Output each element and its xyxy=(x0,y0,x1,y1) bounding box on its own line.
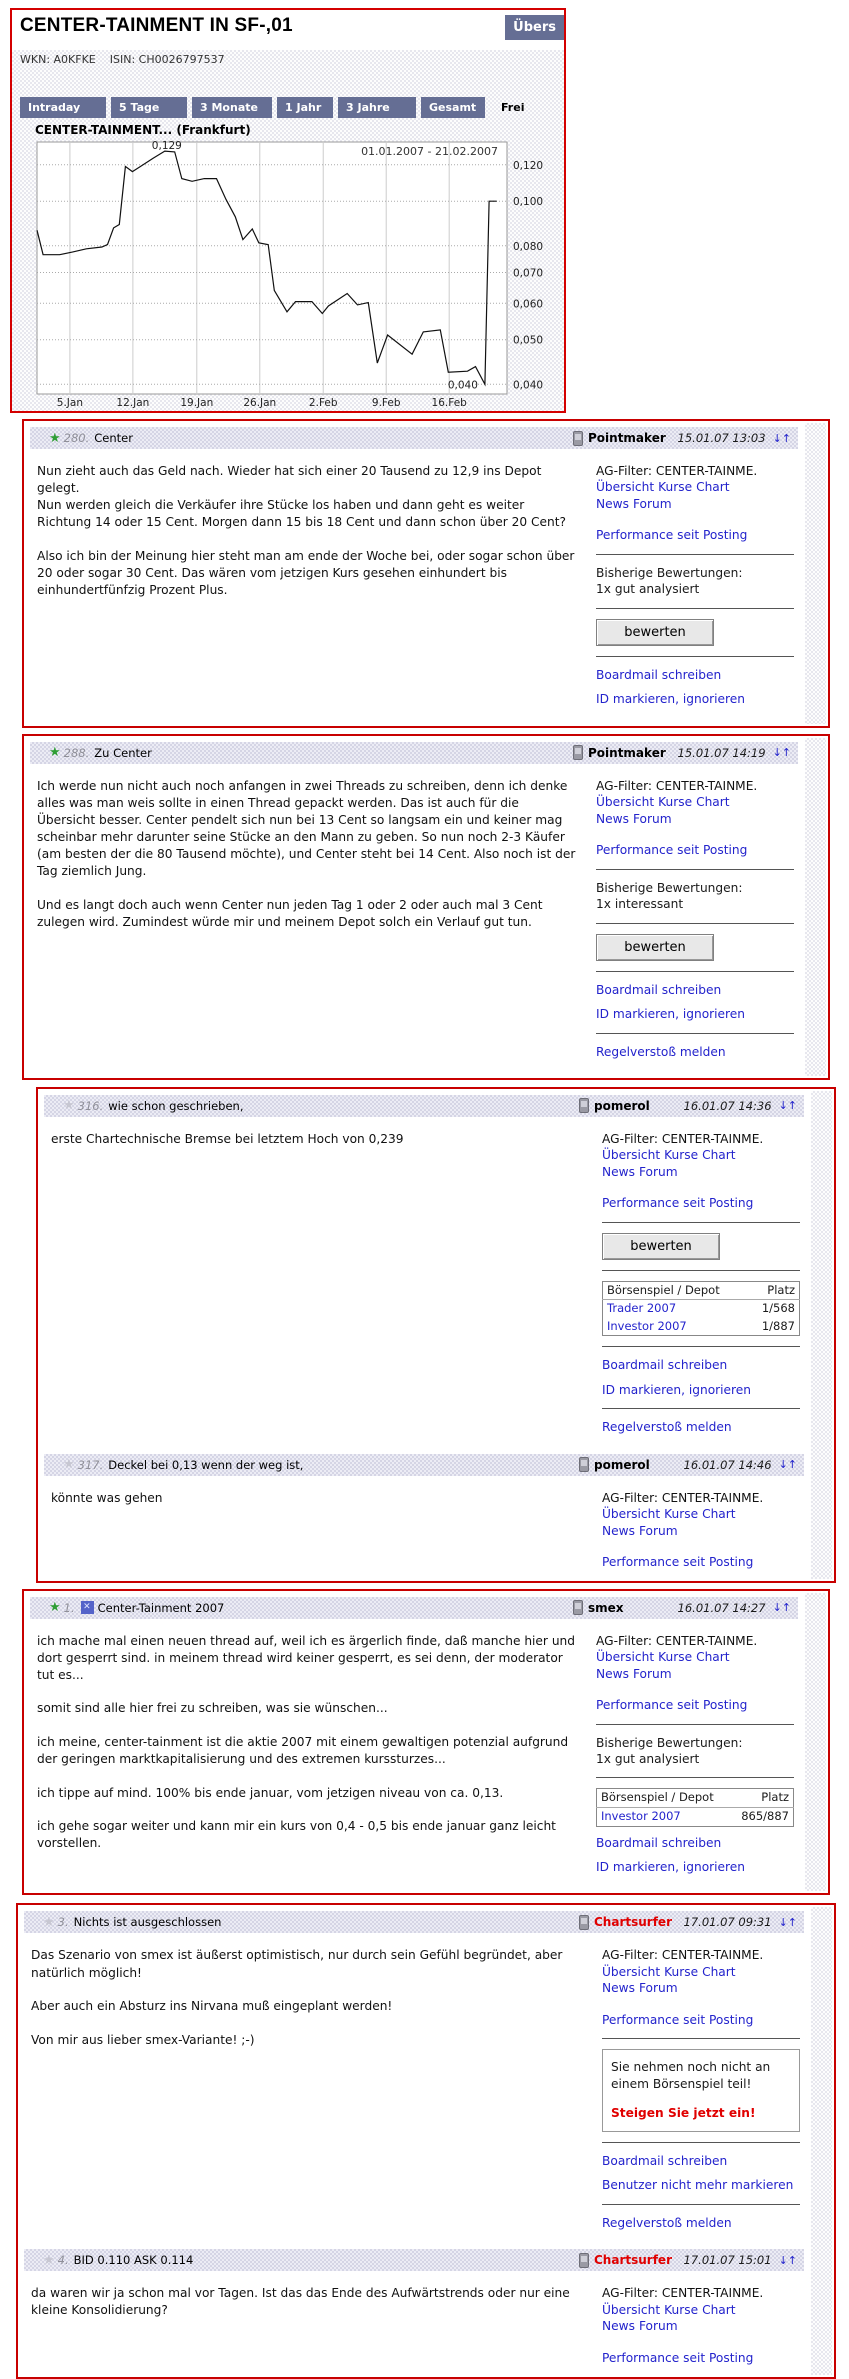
post-meta xyxy=(573,745,791,760)
performance-link[interactable]: Performance seit Posting xyxy=(596,1698,748,1713)
post-content xyxy=(18,1933,834,2247)
game-rank: 865/887 xyxy=(741,1809,789,1823)
isin-value: ISIN: CH0026797537 xyxy=(109,53,225,66)
post-number: 316. xyxy=(77,1098,104,1113)
bewerten-button[interactable]: bewerten xyxy=(596,619,714,646)
username-link[interactable]: Chartsurfer xyxy=(594,2253,672,2268)
paragraph: Nun werden gleich die Verkäufer ihre Stücke los haben und dann geht es weiter Richtung 14 oder 15 Cent. Morgen dann 15 bis 18 Cent und dann schon über 20 Cent? xyxy=(37,498,566,530)
post-title: Center-Tainment 2007 xyxy=(97,1600,225,1615)
news-forum-links xyxy=(602,2318,800,2334)
thread-x-icon xyxy=(81,1601,94,1614)
post-date: 16.01.07 14:27 xyxy=(677,1600,766,1615)
forum-link[interactable]: Forum xyxy=(632,1666,672,1681)
chart-title-row xyxy=(12,10,564,50)
forum-link[interactable]: Forum xyxy=(632,811,672,826)
post-meta xyxy=(579,1915,797,1930)
kurse-link[interactable]: Kurse xyxy=(664,2302,699,2317)
id-mark-link[interactable]: ID markieren, ignorieren xyxy=(596,692,746,707)
id-mark-link[interactable]: ID markieren, ignorieren xyxy=(602,1382,752,1397)
page-edge-strip xyxy=(805,423,826,724)
svg-text:0,060: 0,060 xyxy=(513,298,544,311)
report-link[interactable]: Regelverstoß melden xyxy=(602,2215,732,2230)
join-now-link[interactable]: Steigen Sie jetzt ein! xyxy=(611,2106,756,2121)
user-icon xyxy=(579,1457,589,1472)
no-boersenspiel-notice xyxy=(602,2049,800,2131)
svg-text:0,129: 0,129 xyxy=(151,140,182,152)
post-date: 15.01.07 13:03 xyxy=(677,431,766,445)
post-body xyxy=(37,1633,596,1884)
news-link[interactable]: News xyxy=(602,1523,635,1538)
spacer xyxy=(12,70,564,97)
forum-link[interactable]: Forum xyxy=(632,496,672,511)
post-meta xyxy=(573,431,791,446)
bewerten-button[interactable]: bewerten xyxy=(602,1233,720,1260)
news-forum-links xyxy=(596,1666,794,1682)
post-title: Deckel bei 0,13 wenn der weg ist, xyxy=(108,1457,304,1472)
instrument-links xyxy=(602,1147,800,1163)
post-title: BID 0.110 ASK 0.114 xyxy=(73,2253,194,2268)
instrument-links xyxy=(596,794,794,810)
post-date: 15.01.07 14:19 xyxy=(677,745,766,760)
post-number: 288. xyxy=(63,745,90,760)
post-box-316-317 xyxy=(36,1087,836,1583)
svg-text:19.Jan: 19.Jan xyxy=(180,397,214,409)
star-icon: ★ xyxy=(63,1457,75,1473)
divider xyxy=(596,923,794,924)
post-header xyxy=(44,1454,804,1476)
performance-link[interactable]: Performance seit Posting xyxy=(602,1196,754,1211)
forum-link[interactable]: Forum xyxy=(638,2319,678,2334)
chart-link[interactable]: Chart xyxy=(696,1650,730,1665)
instrument-links xyxy=(602,2302,800,2318)
username-link[interactable]: Pointmaker xyxy=(588,431,666,445)
post-number: 1. xyxy=(63,1600,75,1615)
chart-link[interactable]: Chart xyxy=(702,2302,736,2317)
uebersicht-link[interactable]: Übersicht xyxy=(602,1964,661,1979)
star-icon: ★ xyxy=(63,1098,75,1114)
post-header xyxy=(30,742,798,764)
instrument-links xyxy=(602,1964,800,1980)
page-edge-strip xyxy=(811,1907,832,2375)
svg-text:0,070: 0,070 xyxy=(513,267,544,280)
star-icon: ★ xyxy=(49,1600,61,1616)
boardmail-link[interactable]: Boardmail schreiben xyxy=(596,1835,722,1850)
forum-link[interactable]: Forum xyxy=(638,1523,678,1538)
price-chart xyxy=(36,139,568,411)
forum-link[interactable]: Forum xyxy=(638,1981,678,1996)
tab-3-jahre[interactable]: 3 Jahre xyxy=(338,97,416,118)
post-sidebar xyxy=(602,1131,800,1444)
tab-5-tage[interactable]: 5 Tage xyxy=(111,97,187,118)
paragraph: ich meine, center-tainment ist die aktie 2007 mit einem gewaltigen potenzial aufgrund der geringen marktkapitalisierung und des extremen kurssturzes... xyxy=(37,1734,569,1766)
post-content xyxy=(24,764,828,1076)
uebersicht-link[interactable]: Übersicht xyxy=(596,795,655,810)
news-forum-links xyxy=(602,1164,800,1180)
boersenspiel-table xyxy=(602,1281,800,1337)
boardmail-link[interactable]: Boardmail schreiben xyxy=(596,982,722,997)
star-icon: ★ xyxy=(43,1914,55,1930)
nav-arrows[interactable]: ↓↑ xyxy=(778,1915,797,1929)
post-date: 17.01.07 15:01 xyxy=(683,2253,772,2268)
ratings-value: 1x interessant xyxy=(596,897,684,912)
post-content xyxy=(24,1619,828,1892)
chart-period-tabs xyxy=(12,97,564,118)
divider xyxy=(602,2204,800,2205)
post-sidebar xyxy=(596,778,794,1068)
tab-intraday[interactable]: Intraday xyxy=(20,97,106,118)
game-rank: 1/568 xyxy=(761,1301,795,1316)
nav-arrows[interactable]: ↓↑ xyxy=(778,1099,797,1113)
kurse-link[interactable]: Kurse xyxy=(658,795,693,810)
ratings-value: 1x gut analysiert xyxy=(596,582,700,597)
star-icon: ★ xyxy=(43,2252,55,2268)
ag-filter-label: AG-Filter: CENTER-TAINME. xyxy=(602,1131,764,1146)
boardmail-link[interactable]: Boardmail schreiben xyxy=(602,1358,728,1373)
divider xyxy=(596,971,794,972)
game-rank: 1/887 xyxy=(761,1318,795,1333)
tab-1-jahr[interactable]: 1 Jahr xyxy=(277,97,333,118)
post-header xyxy=(30,1597,798,1619)
user-icon xyxy=(573,431,583,446)
ratings-heading: Bisherige Bewertungen: xyxy=(596,880,743,895)
ratings-block xyxy=(596,880,794,913)
id-mark-link[interactable]: ID markieren, ignorieren xyxy=(596,1859,746,1874)
performance-link[interactable]: Performance seit Posting xyxy=(602,2012,754,2027)
post-date: 16.01.07 14:36 xyxy=(683,1098,772,1113)
paragraph: Aber auch ein Absturz ins Nirvana muß eingeplant werden! xyxy=(31,1999,393,2014)
uebersicht-link[interactable]: Übersicht xyxy=(596,1650,655,1665)
uebersicht-link[interactable]: Übersicht xyxy=(596,480,655,495)
instrument-title: CENTER-TAINMENT IN SF-,01 xyxy=(20,15,293,36)
game-header-platz: Platz xyxy=(731,1789,793,1808)
divider xyxy=(596,608,794,609)
svg-text:26.Jan: 26.Jan xyxy=(243,397,277,409)
post-body xyxy=(51,1490,602,1571)
report-link[interactable]: Regelverstoß melden xyxy=(602,1420,732,1435)
forum-page xyxy=(0,8,849,2365)
username-link[interactable]: Chartsurfer xyxy=(594,1915,672,1930)
svg-text:5.Jan: 5.Jan xyxy=(56,397,84,409)
post-sidebar xyxy=(596,463,794,716)
divider xyxy=(596,656,794,657)
ag-filter-label: AG-Filter: CENTER-TAINME. xyxy=(596,1633,758,1648)
username-link[interactable]: pomerol xyxy=(594,1098,650,1113)
news-forum-links xyxy=(602,1980,800,1996)
post-number: 3. xyxy=(57,1915,69,1930)
ag-filter-label: AG-Filter: CENTER-TAINME. xyxy=(602,1490,764,1505)
username-link[interactable]: pomerol xyxy=(594,1457,650,1472)
page-edge-strip xyxy=(811,1091,832,1579)
post-box-280 xyxy=(22,419,830,728)
post-header xyxy=(24,1911,804,1933)
news-link[interactable]: News xyxy=(596,496,629,511)
divider xyxy=(602,1346,800,1347)
post-meta xyxy=(579,2253,797,2268)
page-edge-strip xyxy=(805,738,826,1076)
username-link[interactable]: Pointmaker xyxy=(588,745,666,760)
kurse-link[interactable]: Kurse xyxy=(658,1650,693,1665)
user-icon xyxy=(579,1098,589,1113)
svg-text:0,100: 0,100 xyxy=(513,196,544,209)
boardmail-link[interactable]: Boardmail schreiben xyxy=(602,2153,728,2168)
post-content xyxy=(24,449,828,724)
ag-filter-label: AG-Filter: CENTER-TAINME. xyxy=(602,1948,764,1963)
chart-link[interactable]: Chart xyxy=(696,795,730,810)
paragraph: Und es langt doch auch wenn Center nun jeden Tag 1 oder 2 oder auch mal 3 Cent zulegen wird. Zumindest würde mir und meinem Depot solch ein Verlauf gut tun. xyxy=(37,897,543,929)
ratings-value: 1x gut analysiert xyxy=(596,1752,700,1767)
post-body xyxy=(31,2285,602,2367)
username-link[interactable]: smex xyxy=(588,1600,624,1615)
paragraph: da waren wir ja schon mal vor Tagen. Ist das das Ende des Aufwärtstrends oder nur eine kleine Konsolidierung? xyxy=(31,2286,570,2318)
performance-link[interactable]: Performance seit Posting xyxy=(602,2350,754,2365)
news-link[interactable]: News xyxy=(602,1164,635,1179)
divider xyxy=(596,1724,794,1725)
post-box-1 xyxy=(22,1589,830,1896)
kurse-link[interactable]: Kurse xyxy=(664,1507,699,1522)
depot-link[interactable]: Trader 2007 xyxy=(607,1301,677,1316)
news-forum-links xyxy=(602,1523,800,1539)
divider xyxy=(596,1777,794,1778)
svg-text:0,040: 0,040 xyxy=(513,379,544,392)
uebersicht-link[interactable]: Übersicht xyxy=(602,1507,661,1522)
post-body xyxy=(31,1947,602,2239)
kurse-link[interactable]: Kurse xyxy=(664,1148,699,1163)
stock-chart-module xyxy=(10,8,566,413)
user-icon xyxy=(573,1600,583,1615)
kurse-link[interactable]: Kurse xyxy=(658,480,693,495)
paragraph: Also ich bin der Meinung hier steht man am ende der Woche bei, oder sogar schon über 20 oder sogar 30 Cent. Das wären vom jetzigen Kurs gesehen einhundert bis einhundertfünfzig Prozent Plus. xyxy=(37,548,575,597)
paragraph: ich gehe sogar weiter und kann mir ein kurs von 0,4 - 0,5 bis ende januar ganz leicht vorstellen. xyxy=(37,1819,556,1851)
paragraph: ich mache mal einen neuen thread auf, weil ich es ärgerlich finde, daß manche hier und dort gesperrt sind. in meinem thread wird keiner gesperrt, es sei denn, der moderator tut es... xyxy=(37,1633,576,1682)
star-icon: ★ xyxy=(49,745,61,761)
post-body xyxy=(37,463,596,716)
chart-series-label: CENTER-TAINMENT... (Frankfurt) xyxy=(35,123,251,137)
chart-link[interactable]: Chart xyxy=(702,1964,736,1979)
tab-gesamt[interactable]: Gesamt xyxy=(421,97,485,118)
game-header-platz: Platz xyxy=(749,1281,799,1300)
post-content xyxy=(18,2271,834,2375)
instrument-links xyxy=(602,1506,800,1522)
post-date: 16.01.07 14:46 xyxy=(683,1457,772,1472)
paragraph: könnte was gehen xyxy=(51,1490,163,1505)
post-header xyxy=(44,1095,804,1117)
ratings-heading: Bisherige Bewertungen: xyxy=(596,565,743,580)
svg-text:12.Jan: 12.Jan xyxy=(116,397,150,409)
chart-link[interactable]: Chart xyxy=(702,1507,736,1522)
post-title: Center xyxy=(94,431,133,445)
paragraph: somit sind alle hier frei zu schreiben, was sie wünschen... xyxy=(37,1701,388,1716)
nav-arrows[interactable]: ↓↑ xyxy=(772,431,791,445)
wkn-value: WKN: A0KFKE xyxy=(20,53,96,66)
nav-arrows[interactable]: ↓↑ xyxy=(772,746,791,760)
svg-text:01.01.2007 - 21.02.2007: 01.01.2007 - 21.02.2007 xyxy=(361,145,498,158)
svg-text:0,080: 0,080 xyxy=(513,240,544,253)
svg-text:9.Feb: 9.Feb xyxy=(371,397,401,409)
svg-text:0,040: 0,040 xyxy=(447,379,478,392)
user-icon xyxy=(579,1915,589,1930)
bewerten-button[interactable]: bewerten xyxy=(596,934,714,961)
ratings-block xyxy=(596,1735,794,1768)
post-date: 17.01.07 09:31 xyxy=(683,1915,772,1930)
page-edge-strip xyxy=(805,1593,826,1892)
kurse-link[interactable]: Kurse xyxy=(664,1964,699,1979)
news-link[interactable]: News xyxy=(602,1981,635,1996)
post-title: Zu Center xyxy=(94,745,152,760)
post-header xyxy=(30,427,798,449)
news-forum-links xyxy=(596,496,794,512)
paragraph: erste Chartechnische Bremse bei letztem Hoch von 0,239 xyxy=(51,1131,404,1146)
post-box-3-4 xyxy=(16,1903,836,2379)
nav-arrows[interactable]: ↓↑ xyxy=(778,2253,797,2267)
post-header xyxy=(24,2249,804,2271)
wkn-isin-line xyxy=(12,50,564,70)
forum-link[interactable]: Forum xyxy=(638,1164,678,1179)
id-mark-link[interactable]: ID markieren, ignorieren xyxy=(596,1007,746,1022)
svg-text:16.Feb: 16.Feb xyxy=(431,397,467,409)
uebersicht-link[interactable]: Übersicht xyxy=(602,2302,661,2317)
svg-text:0,050: 0,050 xyxy=(513,334,544,347)
post-content xyxy=(38,1117,834,1452)
paragraph: Nun zieht auch das Geld nach. Wieder hat sich einer 20 Tausend zu 12,9 ins Depot gelegt. xyxy=(37,464,542,496)
divider xyxy=(596,1033,794,1034)
depot-link[interactable]: Investor 2007 xyxy=(607,1318,687,1333)
post-meta xyxy=(579,1457,797,1472)
post-title: Nichts ist ausgeschlossen xyxy=(73,1915,222,1930)
divider xyxy=(602,2142,800,2143)
svg-text:0,120: 0,120 xyxy=(513,159,544,172)
chart-link[interactable]: Chart xyxy=(696,480,730,495)
divider xyxy=(596,869,794,870)
post-content xyxy=(38,1476,834,1579)
instrument-links xyxy=(596,479,794,495)
unmark-user-link[interactable]: Benutzer nicht mehr markieren xyxy=(602,2178,794,2193)
divider xyxy=(596,554,794,555)
depot-link[interactable]: Investor 2007 xyxy=(601,1809,681,1823)
chart-link[interactable]: Chart xyxy=(702,1148,736,1163)
nav-arrows[interactable]: ↓↑ xyxy=(778,1458,797,1472)
ag-filter-label: AG-Filter: CENTER-TAINME. xyxy=(602,2286,764,2301)
paragraph: Ich werde nun nicht auch noch anfangen in zwei Threads zu schreiben, denn ich denke alles was man weis sollte in einen Thread gepackt werden. Das ist auch für die Übersicht besser. Center pendelt sich nun bei 13 Cent so langsam ein und keiner mag scheinbar mehr darunter seine Stücke an den Mann zu geben. So nun noch 2-3 Käufer (am besten der die 80 Tausend möchte), und Center steht bei 14 Cent. Also noch ist der Tag ziemlich Jung. xyxy=(37,778,576,879)
post-number: 317. xyxy=(77,1457,104,1472)
divider xyxy=(602,1270,800,1271)
post-sidebar xyxy=(602,1490,800,1571)
tab-3-monate[interactable]: 3 Monate xyxy=(192,97,272,118)
news-link[interactable]: News xyxy=(602,2319,635,2334)
post-body xyxy=(37,778,596,1068)
divider xyxy=(602,2038,800,2039)
game-header-depot: Börsenspiel / Depot xyxy=(597,1789,732,1808)
performance-link[interactable]: Performance seit Posting xyxy=(596,528,748,543)
post-body xyxy=(51,1131,602,1444)
news-link[interactable]: News xyxy=(596,1666,629,1681)
boardmail-link[interactable]: Boardmail schreiben xyxy=(596,667,722,682)
boersenspiel-table xyxy=(596,1788,794,1826)
ag-filter-label: AG-Filter: CENTER-TAINME. xyxy=(596,464,758,478)
ratings-heading: Bisherige Bewertungen: xyxy=(596,1735,743,1750)
report-link[interactable]: Regelverstoß melden xyxy=(596,1044,726,1059)
divider xyxy=(602,1408,800,1409)
post-title: wie schon geschrieben, xyxy=(108,1098,244,1113)
nav-arrows[interactable]: ↓↑ xyxy=(772,1601,791,1615)
paragraph: ich tippe auf mind. 100% bis ende januar, vom jetzigen niveau von ca. 0,13. xyxy=(37,1785,504,1800)
post-meta xyxy=(573,1600,791,1615)
news-link[interactable]: News xyxy=(596,811,629,826)
post-sidebar xyxy=(596,1633,794,1884)
post-box-288 xyxy=(22,734,830,1080)
notice-text: Sie nehmen noch nicht an einem Börsenspiel teil! xyxy=(611,2060,771,2091)
news-forum-links xyxy=(596,811,794,827)
post-number: 4. xyxy=(57,2253,69,2268)
tab-frei[interactable]: Frei xyxy=(501,101,525,114)
uebersicht-link[interactable]: Übersicht xyxy=(602,1148,661,1163)
divider xyxy=(602,1222,800,1223)
game-header-depot: Börsenspiel / Depot xyxy=(603,1281,750,1300)
post-number: 280. xyxy=(63,431,90,445)
ag-filter-label: AG-Filter: CENTER-TAINME. xyxy=(596,778,758,793)
svg-text:2.Feb: 2.Feb xyxy=(308,397,338,409)
user-icon xyxy=(579,2253,589,2268)
uebersicht-button[interactable]: Übers xyxy=(505,15,564,40)
performance-link[interactable]: Performance seit Posting xyxy=(602,1555,754,1570)
post-meta xyxy=(579,1098,797,1113)
post-sidebar xyxy=(602,2285,800,2367)
ratings-block xyxy=(596,565,794,598)
instrument-links xyxy=(596,1649,794,1665)
paragraph: Von mir aus lieber smex-Variante! ;-) xyxy=(31,2032,255,2047)
star-icon: ★ xyxy=(49,430,61,446)
performance-link[interactable]: Performance seit Posting xyxy=(596,843,748,858)
user-icon xyxy=(573,745,583,760)
paragraph: Das Szenario von smex ist äußerst optimistisch, nur durch sein Gefühl begründet, aber natürlich möglich! xyxy=(31,1948,563,1980)
post-sidebar xyxy=(602,1947,800,2239)
